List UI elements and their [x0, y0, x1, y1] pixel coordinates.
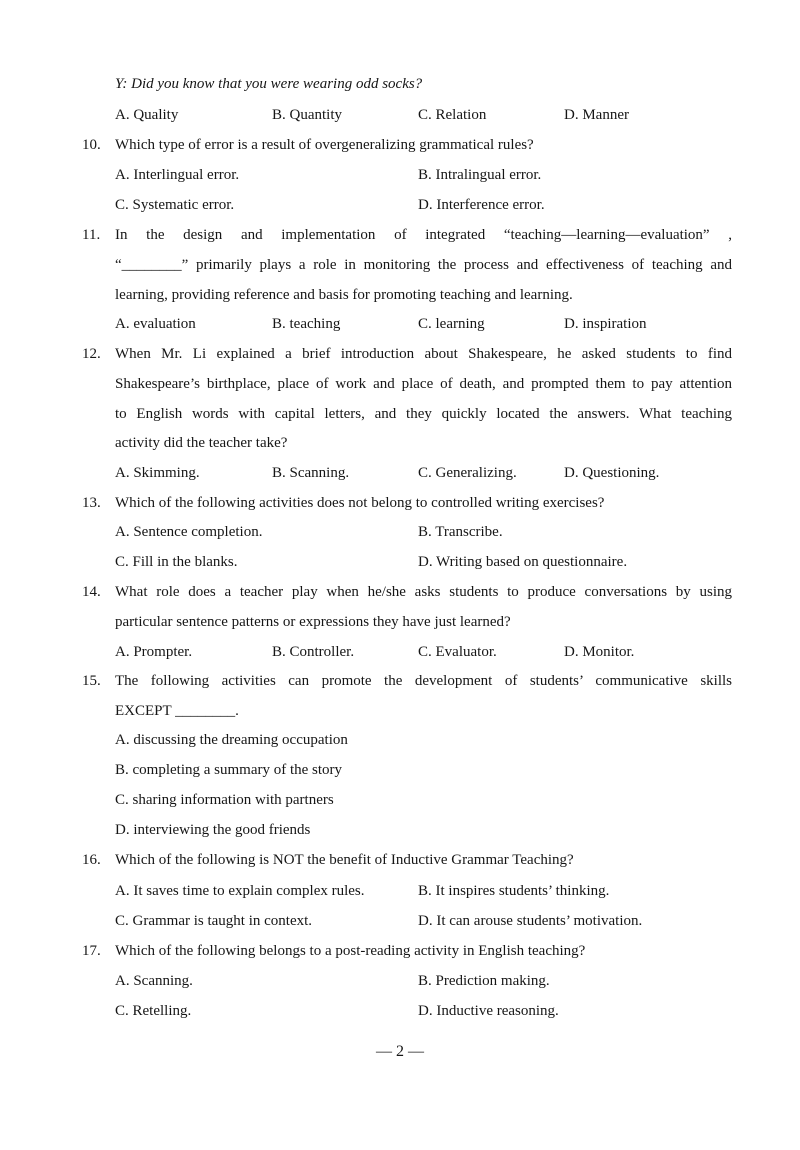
q10-option-b: B. Intralingual error. — [418, 167, 542, 183]
q17-option-b: B. Prediction making. — [418, 973, 550, 989]
q12-option-a: A. Skimming. — [115, 465, 200, 481]
q17-option-d: D. Inductive reasoning. — [418, 1003, 559, 1019]
q10-option-c: C. Systematic error. — [115, 197, 235, 213]
q15-stem-line-2: EXCEPT ________. — [115, 703, 239, 719]
q11-stem-line-1: In the design and implementation of integrated “teaching—learning—evaluation” , — [115, 227, 732, 243]
q12-option-d: D. Questioning. — [564, 465, 660, 481]
q9-option-a: A. Quality — [115, 107, 179, 123]
q11-stem-line-3: learning, providing reference and basis for promoting teaching and learning. — [115, 287, 573, 303]
q11-option-c: C. learning — [418, 316, 485, 332]
q14-option-c: C. Evaluator. — [418, 644, 497, 660]
q13-stem: Which of the following activities does not belong to controlled writing exercises? — [115, 495, 605, 511]
q11-number: 11. — [82, 227, 101, 243]
q12-number: 12. — [82, 346, 101, 362]
q10-option-d: D. Interference error. — [418, 197, 545, 213]
q10-number: 10. — [82, 137, 101, 153]
q17-option-c: C. Retelling. — [115, 1003, 192, 1019]
q11-stem-line-2: “________” primarily plays a role in monitoring the process and effectiveness of teaching and — [115, 257, 732, 273]
q14-option-d: D. Monitor. — [564, 644, 635, 660]
q12-option-b: B. Scanning. — [272, 465, 350, 481]
q14-option-a: A. Prompter. — [115, 644, 193, 660]
q9-option-d: D. Manner — [564, 107, 629, 123]
q11-option-b: B. teaching — [272, 316, 341, 332]
q13-option-b: B. Transcribe. — [418, 524, 503, 540]
page-number: — 2 — — [376, 1043, 424, 1060]
q17-number: 17. — [82, 943, 101, 959]
q13-option-d: D. Writing based on questionnaire. — [418, 554, 628, 570]
q9-dialogue: Y: Did you know that you were wearing odd socks? — [115, 76, 423, 92]
q14-number: 14. — [82, 584, 101, 600]
q14-stem-line-1: What role does a teacher play when he/she asks students to produce conversations by using — [115, 584, 732, 600]
q17-option-a: A. Scanning. — [115, 973, 193, 989]
q12-stem-line-3: to English words with capital letters, and they quickly located the answers. What teaching — [115, 406, 732, 422]
q14-stem-line-2: particular sentence patterns or expressions they have just learned? — [115, 614, 511, 630]
q16-number: 16. — [82, 852, 101, 868]
q13-number: 13. — [82, 495, 101, 511]
q15-option-d: D. interviewing the good friends — [115, 822, 311, 838]
q16-option-a: A. It saves time to explain complex rules. — [115, 883, 365, 899]
q13-option-c: C. Fill in the blanks. — [115, 554, 238, 570]
q12-stem-line-1: When Mr. Li explained a brief introduction about Shakespeare, he asked students to find — [115, 346, 732, 362]
q12-stem-line-2: Shakespeare’s birthplace, place of work and place of death, and prompted them to pay attention — [115, 376, 732, 392]
q12-option-c: C. Generalizing. — [418, 465, 517, 481]
q13-option-a: A. Sentence completion. — [115, 524, 263, 540]
q15-option-a: A. discussing the dreaming occupation — [115, 732, 348, 748]
q9-option-b: B. Quantity — [272, 107, 342, 123]
q11-option-a: A. evaluation — [115, 316, 196, 332]
q15-stem-line-1: The following activities can promote the development of students’ communicative skills — [115, 673, 732, 689]
q16-stem: Which of the following is NOT the benefit of Inductive Grammar Teaching? — [115, 852, 574, 868]
q17-stem: Which of the following belongs to a post-reading activity in English teaching? — [115, 943, 586, 959]
q16-option-c: C. Grammar is taught in context. — [115, 913, 313, 929]
q15-option-b: B. completing a summary of the story — [115, 762, 343, 778]
q10-stem: Which type of error is a result of overgeneralizing grammatical rules? — [115, 137, 534, 153]
q16-option-b: B. It inspires students’ thinking. — [418, 883, 610, 899]
q9-option-c: C. Relation — [418, 107, 487, 123]
q14-option-b: B. Controller. — [272, 644, 355, 660]
q11-option-d: D. inspiration — [564, 316, 647, 332]
q15-option-c: C. sharing information with partners — [115, 792, 334, 808]
q10-option-a: A. Interlingual error. — [115, 167, 240, 183]
q15-number: 15. — [82, 673, 101, 689]
q12-stem-line-4: activity did the teacher take? — [115, 435, 288, 451]
q16-option-d: D. It can arouse students’ motivation. — [418, 913, 643, 929]
